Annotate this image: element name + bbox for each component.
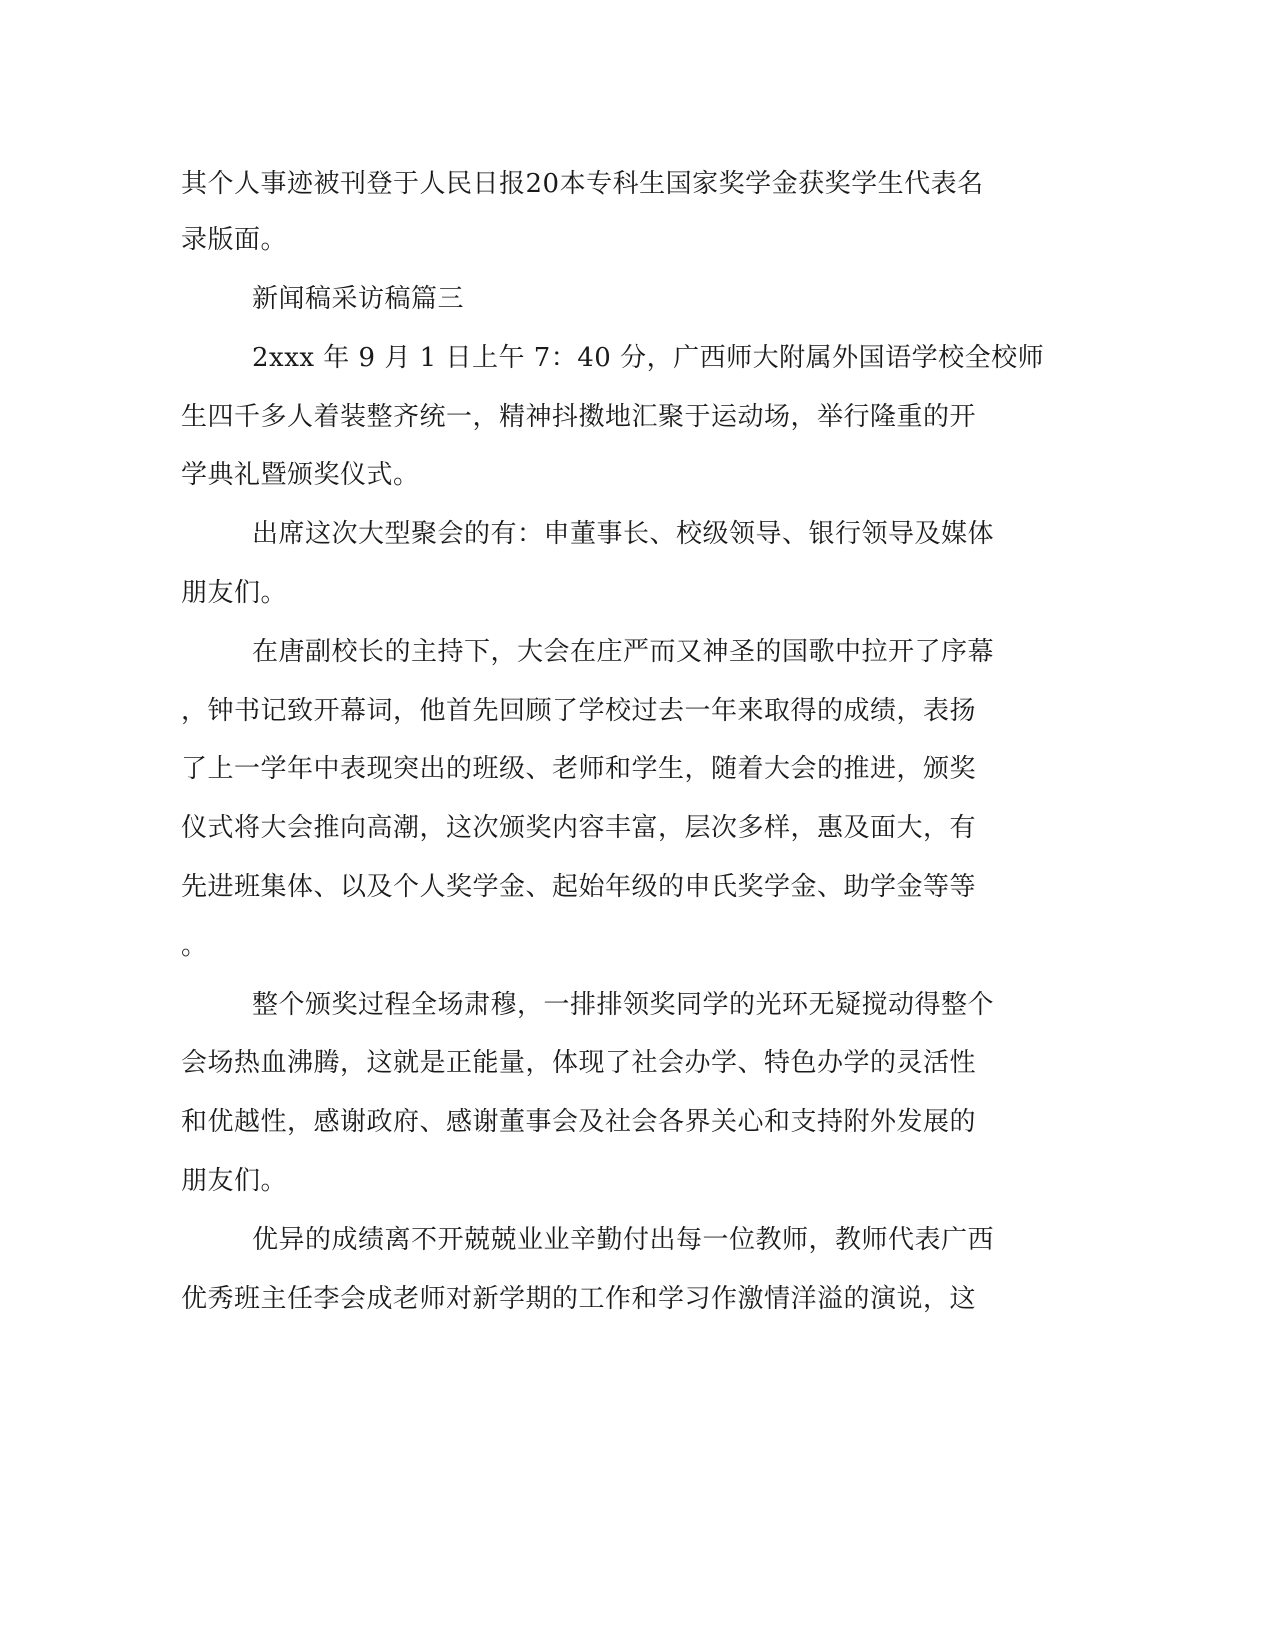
text-line: 和优越性，感谢政府、感谢董事会及社会各界关心和支持附外发展的	[181, 1107, 977, 1137]
text-line: 2xxx 年 9 月 1 日上午 7：40 分，广西师大附属外国语学校全校师	[252, 343, 1045, 373]
text-line: 先进班集体、以及个人奖学金、起始年级的申氏奖学金、助学金等等	[181, 872, 977, 902]
text-line: 在唐副校长的主持下，大会在庄严而又神圣的国歌中拉开了序幕	[252, 637, 995, 667]
text-line: 整个颁奖过程全场肃穆，一排排领奖同学的光环无疑搅动得整个	[252, 990, 995, 1020]
text-line: 朋友们。	[181, 578, 288, 608]
text-line: 优异的成绩离不开兢兢业业辛勤付出每一位教师，教师代表广西	[252, 1225, 995, 1255]
text-line: 录版面。	[181, 225, 288, 255]
text-line: 学典礼暨颁奖仪式。	[181, 460, 420, 490]
text-line: 会场热血沸腾，这就是正能量，体现了社会办学、特色办学的灵活性	[181, 1048, 977, 1078]
section-heading: 新闻稿采访稿篇三	[252, 284, 465, 314]
text-line: 仪式将大会推向高潮，这次颁奖内容丰富，层次多样，惠及面大，有	[181, 813, 977, 843]
text-line: 了上一学年中表现突出的班级、老师和学生，随着大会的推进，颁奖	[181, 754, 977, 784]
text-line: 其个人事迹被刊登于人民日报20本专科生国家奖学金获奖学生代表名	[181, 169, 984, 199]
text-line: 优秀班主任李会成老师对新学期的工作和学习作激情洋溢的演说，这	[181, 1284, 977, 1314]
text-line: 生四千多人着装整齐统一，精神抖擞地汇聚于运动场，举行隆重的开	[181, 402, 977, 432]
text-line: ，钟书记致开幕词，他首先回顾了学校过去一年来取得的成绩，表扬	[181, 696, 977, 726]
text-line: 出席这次大型聚会的有：申董事长、校级领导、银行领导及媒体	[252, 519, 995, 549]
text-line: 。	[181, 931, 208, 961]
text-line: 朋友们。	[181, 1166, 288, 1196]
